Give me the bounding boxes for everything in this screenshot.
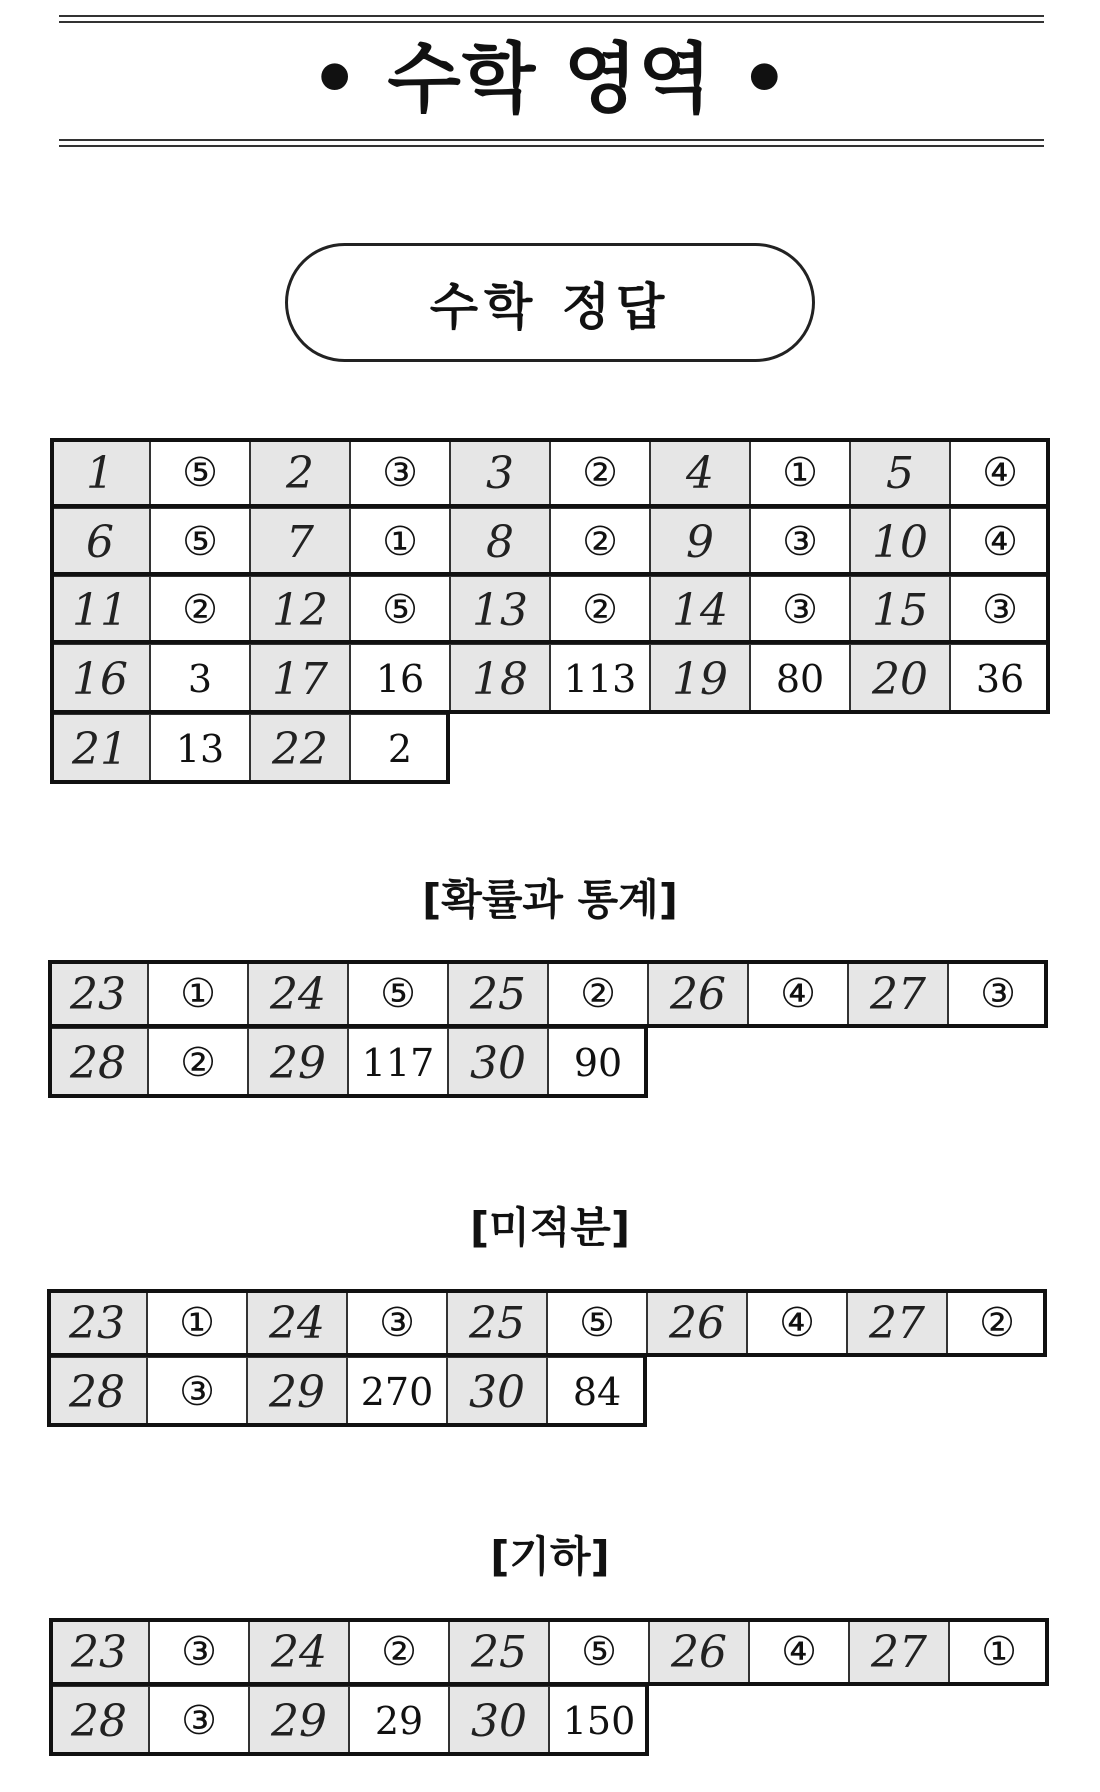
question-number-cell: 25 (449, 1618, 549, 1686)
grid-row-outline (47, 1289, 1047, 1357)
question-number-cell: 25 (448, 960, 548, 1028)
answer-cell: 117 (348, 1028, 448, 1098)
answer-cell: ① (949, 1618, 1049, 1686)
answer-cell: 150 (549, 1686, 649, 1756)
question-number-cell: 16 (50, 644, 150, 714)
question-number-cell: 24 (247, 1289, 347, 1357)
answer-cell: ④ (747, 1289, 847, 1357)
grid-row-outline (49, 1686, 649, 1756)
question-number-cell: 2 (250, 438, 350, 508)
grid-row-outline (50, 576, 1050, 644)
answer-cell: ② (947, 1289, 1047, 1357)
answer-cell: 80 (750, 644, 850, 714)
answer-cell: ① (147, 1289, 247, 1357)
answer-cell: ② (150, 576, 250, 644)
question-number-cell: 26 (648, 960, 748, 1028)
question-number-cell: 24 (248, 960, 348, 1028)
title-bottom-rule (59, 139, 1044, 147)
question-number-cell: 29 (248, 1028, 348, 1098)
answer-cell: ① (350, 508, 450, 576)
answer-cell: 113 (550, 644, 650, 714)
question-number-cell: 6 (50, 508, 150, 576)
question-number-cell: 27 (847, 1289, 947, 1357)
question-number-cell: 19 (650, 644, 750, 714)
question-number-cell: 27 (848, 960, 948, 1028)
answer-cell: ③ (750, 576, 850, 644)
answer-cell: 270 (347, 1357, 447, 1427)
question-number-cell: 30 (448, 1028, 548, 1098)
question-number-cell: 1 (50, 438, 150, 508)
answer-cell: ③ (149, 1618, 249, 1686)
page-title: • 수학 영역 • (310, 34, 790, 123)
answer-cell: ① (750, 438, 850, 508)
question-number-cell: 5 (850, 438, 950, 508)
answer-cell: 13 (150, 714, 250, 784)
answer-cell: ② (349, 1618, 449, 1686)
question-number-cell: 26 (647, 1289, 747, 1357)
question-number-cell: 13 (450, 576, 550, 644)
question-number-cell: 29 (249, 1686, 349, 1756)
answer-cell: ③ (350, 438, 450, 508)
question-number-cell: 10 (850, 508, 950, 576)
answer-cell: ③ (950, 576, 1050, 644)
answer-cell: 16 (350, 644, 450, 714)
question-number-cell: 8 (450, 508, 550, 576)
question-number-cell: 9 (650, 508, 750, 576)
question-number-cell: 12 (250, 576, 350, 644)
answer-cell: 84 (547, 1357, 647, 1427)
answer-cell: ⑤ (348, 960, 448, 1028)
section-heading-probability-statistics: [확률과 통계] (422, 875, 678, 924)
grid-row-outline (50, 508, 1050, 576)
question-number-cell: 30 (447, 1357, 547, 1427)
grid-row-outline (48, 960, 1048, 1028)
question-number-cell: 28 (47, 1357, 147, 1427)
question-number-cell: 17 (250, 644, 350, 714)
section-heading-calculus: [미적분] (469, 1203, 631, 1252)
answer-cell: ② (148, 1028, 248, 1098)
answer-cell: ③ (149, 1686, 249, 1756)
question-number-cell: 7 (250, 508, 350, 576)
grid-row-outline (50, 714, 450, 784)
question-number-cell: 28 (49, 1686, 149, 1756)
question-number-cell: 11 (50, 576, 150, 644)
question-number-cell: 24 (249, 1618, 349, 1686)
grid-row-outline (50, 438, 1050, 508)
question-number-cell: 23 (48, 960, 148, 1028)
answer-cell: 29 (349, 1686, 449, 1756)
answer-cell: ③ (750, 508, 850, 576)
question-number-cell: 26 (649, 1618, 749, 1686)
question-number-cell: 28 (48, 1028, 148, 1098)
answer-cell: ⑤ (350, 576, 450, 644)
question-number-cell: 25 (447, 1289, 547, 1357)
answer-cell: ⑤ (150, 508, 250, 576)
question-number-cell: 21 (50, 714, 150, 784)
grid-row-outline (47, 1357, 647, 1427)
answer-cell: ⑤ (547, 1289, 647, 1357)
answer-cell: ④ (950, 508, 1050, 576)
answer-cell: ④ (748, 960, 848, 1028)
answer-cell: ⑤ (549, 1618, 649, 1686)
grid-row-outline (50, 644, 1050, 714)
answer-cell: ④ (950, 438, 1050, 508)
answer-cell: ② (548, 960, 648, 1028)
question-number-cell: 30 (449, 1686, 549, 1756)
grid-row-outline (48, 1028, 648, 1098)
answer-cell: ④ (749, 1618, 849, 1686)
answer-cell: ③ (347, 1289, 447, 1357)
answer-cell: 2 (350, 714, 450, 784)
question-number-cell: 20 (850, 644, 950, 714)
answer-cell: ① (148, 960, 248, 1028)
answer-cell: ③ (147, 1357, 247, 1427)
answer-cell: ⑤ (150, 438, 250, 508)
answer-cell: 90 (548, 1028, 648, 1098)
question-number-cell: 29 (247, 1357, 347, 1427)
question-number-cell: 22 (250, 714, 350, 784)
grid-row-outline (49, 1618, 1049, 1686)
answer-cell: 36 (950, 644, 1050, 714)
question-number-cell: 4 (650, 438, 750, 508)
section-heading-geometry: [기하] (490, 1532, 610, 1581)
question-number-cell: 23 (49, 1618, 149, 1686)
answer-cell: ② (550, 576, 650, 644)
question-number-cell: 15 (850, 576, 950, 644)
answer-cell: ③ (948, 960, 1048, 1028)
question-number-cell: 27 (849, 1618, 949, 1686)
answer-title-badge: 수학 정답 (285, 243, 815, 362)
question-number-cell: 23 (47, 1289, 147, 1357)
answer-cell: ② (550, 438, 650, 508)
title-top-rule (59, 15, 1044, 23)
question-number-cell: 3 (450, 438, 550, 508)
answer-cell: ② (550, 508, 650, 576)
answer-cell: 3 (150, 644, 250, 714)
question-number-cell: 14 (650, 576, 750, 644)
question-number-cell: 18 (450, 644, 550, 714)
